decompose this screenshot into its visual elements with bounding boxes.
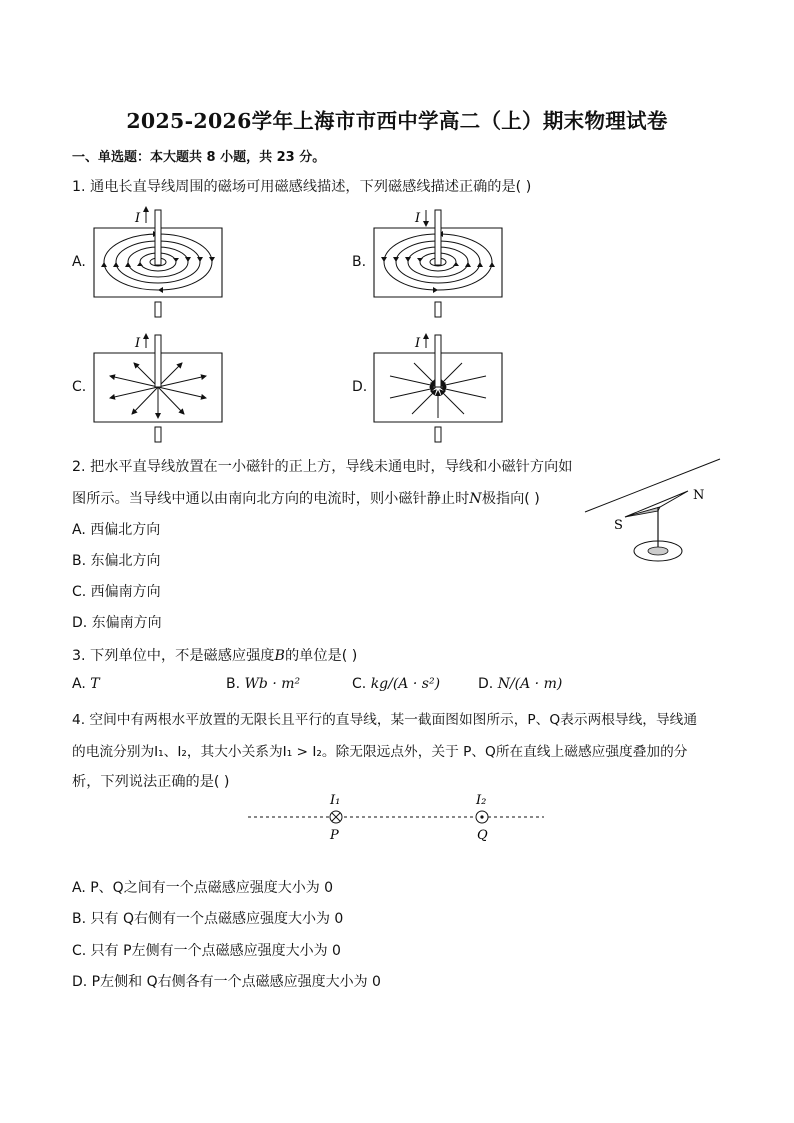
q1-a-current-label: I: [135, 211, 141, 226]
q3-b-letter: B.: [226, 676, 245, 692]
q4-fig-i2: I₂: [476, 793, 487, 808]
q1-figure-a: [88, 205, 228, 320]
q3-option-d[interactable]: [478, 676, 562, 692]
q1-b-current-label: I: [415, 211, 421, 226]
question-2-line-2: [72, 488, 540, 508]
q4-fig-q: Q: [477, 828, 488, 843]
q1-figure-d: [368, 330, 508, 445]
q1-option-b-label[interactable]: B.: [352, 254, 367, 270]
q1-figure-b: [368, 205, 508, 320]
q3-d-letter: D.: [478, 676, 498, 692]
section-heading: 一、单选题：本大题共 8 小题，共 23 分。: [72, 150, 326, 165]
q2-option-c[interactable]: C. 西偏南方向: [72, 584, 161, 600]
q3-option-b[interactable]: [226, 676, 300, 692]
question-1-stem: 1. 通电长直导线周围的磁场可用磁感线描述，下列磁感线描述正确的是( ): [72, 179, 532, 195]
question-4-line-3: 析，下列说法正确的是( ): [72, 774, 230, 790]
q4-fig-i1: I₁: [330, 793, 341, 808]
exam-title: 2025-2026学年上海市市西中学高二（上）期末物理试卷: [126, 109, 668, 133]
q1-figure-c: [88, 330, 228, 445]
q3-b-unit: Wb · m²: [244, 676, 301, 692]
q3-option-c[interactable]: [352, 676, 440, 692]
q3-c-letter: C.: [352, 676, 371, 692]
q2-fig-north-label: N: [693, 488, 705, 503]
q3-option-a[interactable]: [72, 676, 100, 692]
q3-a-unit: T: [90, 676, 100, 692]
q4-option-b[interactable]: B. 只有 Q右侧有一个点磁感应强度大小为 0: [72, 911, 344, 927]
q2-text-b: 极指向( ): [481, 491, 540, 507]
q3-d-unit: N/(A · m): [497, 676, 563, 692]
q3-a-letter: A.: [72, 676, 91, 692]
question-2-line-1: 2. 把水平直导线放置在一小磁针的正上方，导线未通电时，导线和小磁针方向如: [72, 459, 573, 475]
q1-c-current-label: I: [135, 336, 141, 351]
question-3-stem: [72, 645, 357, 665]
q3-text-b: 的单位是( ): [284, 648, 358, 664]
q2-compass-figure: [580, 455, 725, 570]
q3-text-a: 3. 下列单位中，不是磁感应强度: [72, 648, 275, 664]
q3-c-unit: kg/(A · s²): [370, 676, 441, 692]
q2-text-a: 图所示。当导线中通以由南向北方向的电流时，则小磁针静止时: [72, 491, 470, 507]
q3-var: B: [274, 648, 285, 664]
q4-option-d[interactable]: D. P左侧和 Q右侧各有一个点磁感应强度大小为 0: [72, 974, 381, 990]
question-4-line-2: 的电流分别为I₁、I₂，其大小关系为I₁ > I₂。除无限远点外，关于 P、Q所在直线上磁感应强度叠加的分: [72, 744, 688, 760]
q1-option-c-label[interactable]: C.: [72, 379, 87, 395]
q4-option-a[interactable]: A. P、Q之间有一个点磁感应强度大小为 0: [72, 880, 334, 896]
q2-pole-var: N: [469, 491, 482, 507]
q4-fig-p: P: [330, 828, 339, 843]
q4-wires-figure: [244, 788, 549, 846]
q4-option-c[interactable]: C. 只有 P左侧有一个点磁感应强度大小为 0: [72, 943, 341, 959]
q1-d-current-label: I: [415, 336, 421, 351]
q2-option-d[interactable]: D. 东偏南方向: [72, 615, 162, 631]
q2-fig-south-label: S: [614, 518, 623, 533]
q2-option-b[interactable]: B. 东偏北方向: [72, 553, 161, 569]
question-4-line-1: 4. 空间中有两根水平放置的无限长且平行的直导线，某一截面图如图所示，P、Q表示两根导线，导线通: [72, 712, 698, 728]
q1-option-d-label[interactable]: D.: [352, 379, 368, 395]
q2-option-a[interactable]: A. 西偏北方向: [72, 522, 161, 538]
q1-option-a-label[interactable]: A.: [72, 254, 86, 270]
